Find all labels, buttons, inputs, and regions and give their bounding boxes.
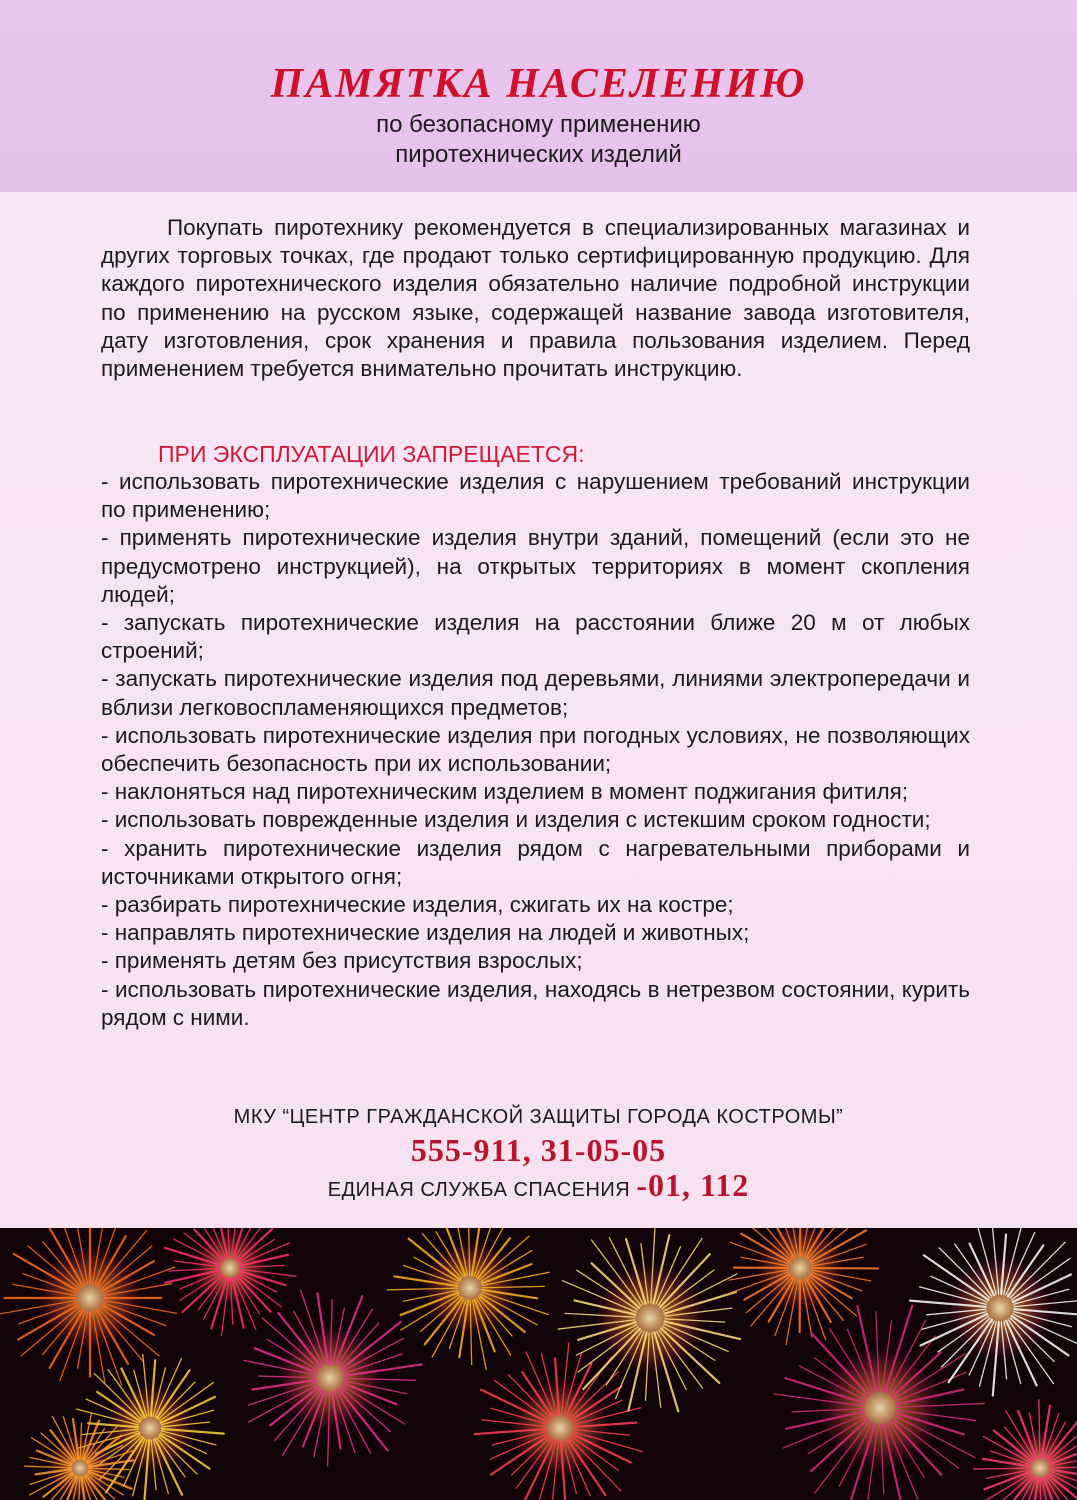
rescue-service: [0, 1168, 1077, 1207]
burst-glow: [192, 1230, 269, 1307]
contact-footer: [0, 1104, 1077, 1207]
prohibited-item: - направлять пиротехнические изделия на людей и животных;: [101, 920, 750, 946]
prohibited-item: - применять пиротехнические изделия внутри зданий, помещений (если это не предусмотрено инструкцией), на открытых территориях в момент скопления людей;: [101, 525, 970, 607]
page-subtitle: [0, 110, 1077, 170]
organization-name: МКУ “ЦЕНТР ГРАЖДАНСКОЙ ЗАЩИТЫ ГОРОДА КОСТРОМЫ”: [233, 1106, 844, 1128]
rescue-label: ЕДИНАЯ СЛУЖБА СПАСЕНИЯ: [327, 1179, 631, 1201]
fireworks-image: [0, 1228, 1077, 1500]
subtitle-line-2: пиротехнических изделий: [395, 141, 682, 168]
burst-ray: [1050, 1467, 1077, 1468]
prohibited-item: - запускать пиротехнические изделия под деревьями, линиями электропередачи и вблизи легковоспламеняющихся предметов;: [101, 666, 970, 720]
prohibited-item: - хранить пиротехнические изделия рядом с нагревательными приборами и источниками открытого огня;: [101, 835, 970, 889]
burst-glow: [595, 1263, 705, 1373]
prohibited-item: - разбирать пиротехнические изделия, сжигать их на костре;: [101, 892, 734, 918]
prohibited-item: - использовать поврежденные изделия и изделия с истекшим сроком годности;: [101, 807, 931, 833]
prohibited-heading: ПРИ ЭКСПЛУАТАЦИИ ЗАПРЕЩАЕТСЯ:: [158, 441, 585, 467]
subtitle-line-1: по безопасному применению: [376, 111, 701, 138]
prohibited-item: - запускать пиротехнические изделия на расстоянии ближе 20 м от любых строений;: [101, 610, 970, 664]
rescue-numbers: -01, 112: [636, 1167, 750, 1203]
prohibited-item: - использовать пиротехнические изделия, находясь в нетрезвом состоянии, курить рядом с ними.: [101, 976, 970, 1030]
burst-glow: [278, 1326, 383, 1431]
burst-ray: [1040, 1478, 1041, 1500]
prohibited-item: - использовать пиротехнические изделия при погодных условиях, не позволяющих обеспечить безопасность при их использовании;: [101, 722, 970, 777]
header-band: [0, 0, 1077, 192]
phone-numbers: 555-911, 31-05-05: [410, 1132, 667, 1168]
page-title: ПАМЯТКА НАСЕЛЕНИЮ: [270, 61, 807, 107]
burst-glow: [511, 1379, 610, 1478]
burst-ray: [974, 1468, 1030, 1469]
prohibited-item: - применять детям без присутствия взрослых;: [101, 948, 583, 974]
intro-paragraph: Покупать пиротехнику рекомендуется в специализированных магазинах и других торговых точках, где продают только сертифицированную продукцию. Для каждого пиротехнического изделия обязательно наличие подробной инструкции по применению на русском языке, содержащей название завода изготовителя, дату изготовления, срок хранения и правила пользования изделием. Перед применением требуется внимательно прочитать инструкцию.: [101, 215, 970, 382]
burst-glow: [820, 1348, 941, 1469]
fireworks-illustration: [0, 1228, 1077, 1500]
prohibited-item: - наклоняться над пиротехническим изделием в момент поджигания фитиля;: [101, 779, 909, 805]
prohibited-list: [101, 468, 970, 1032]
content-area: [0, 192, 1077, 1228]
prohibited-item: - использовать пиротехнические изделия с нарушением требований инструкции по применению;: [101, 469, 970, 523]
burst-glow: [423, 1241, 517, 1335]
